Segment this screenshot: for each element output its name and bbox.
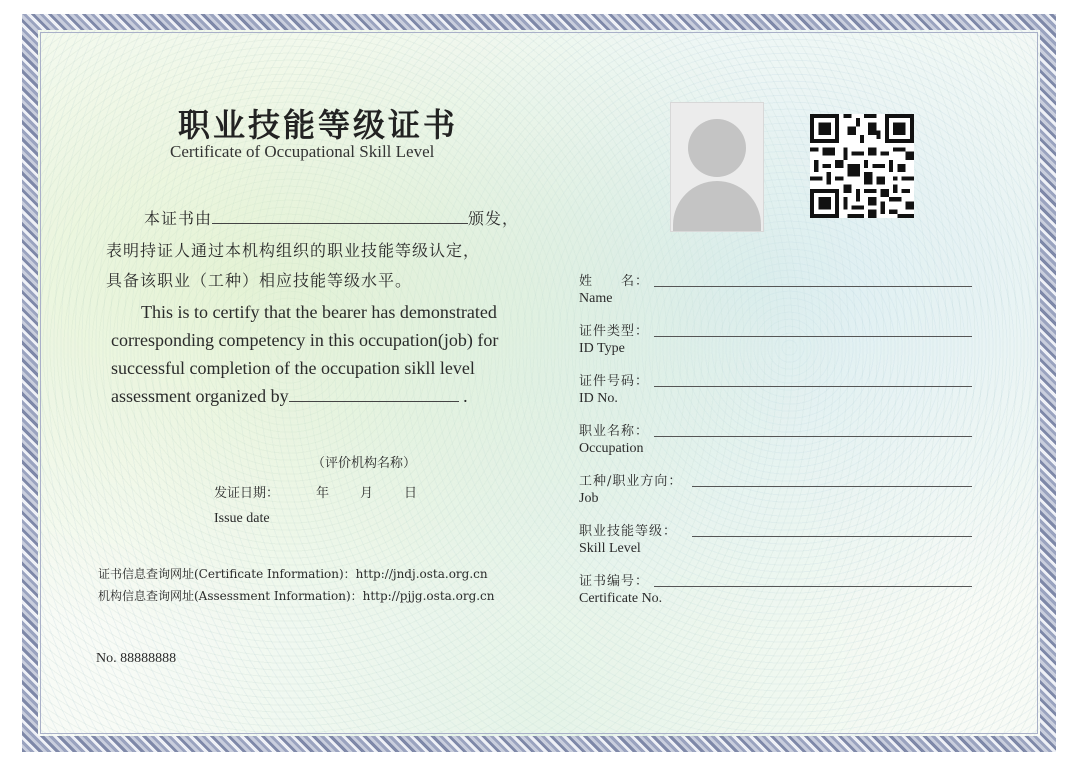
field-fill-line: [692, 536, 972, 537]
intro-en-line4: [111, 382, 551, 410]
field-label-en: ID No.: [579, 391, 618, 406]
field-label-zh: 证件类型：: [579, 324, 650, 339]
field-label-zh: 证件号码：: [579, 374, 650, 389]
field-label-zh: 职业技能等级：: [579, 524, 678, 539]
person-silhouette-icon: [688, 119, 746, 177]
field-fill-line: [692, 486, 972, 487]
qr-code-icon: [810, 114, 914, 218]
field-fill-line: [654, 436, 972, 437]
issuer-blank: [212, 223, 468, 224]
intro-zh-line2: 表明持证人通过本机构组织的职业技能等级认定，: [106, 241, 481, 260]
issue-date-year: 年: [316, 486, 330, 501]
person-body-shape: [673, 181, 761, 232]
organizer-blank: [289, 401, 459, 402]
field-label-zh: 工种/职业方向：: [579, 474, 683, 489]
intro-zh-line1-start: 本证书由: [144, 209, 213, 228]
field-label-en: Job: [579, 491, 599, 506]
field-label-en: Skill Level: [579, 541, 641, 556]
field-label-zh: 证书编号：: [579, 574, 650, 589]
field-fill-line: [654, 286, 972, 287]
title-english: Certificate of Occupational Skill Level: [170, 142, 435, 161]
field-label-en: ID Type: [579, 341, 625, 356]
intro-zh-line1-end: 颁发，: [468, 209, 520, 228]
intro-english: [111, 298, 551, 410]
org-name-hint: （评价机构名称）: [312, 456, 417, 471]
intro-en-line2: corresponding competency in this occupation(job) for: [111, 330, 499, 350]
field-label-en: Occupation: [579, 441, 644, 456]
issue-date-month: 月: [360, 486, 374, 501]
photo-placeholder: [670, 102, 764, 232]
intro-zh-line1: [144, 206, 519, 229]
intro-en-line4-start: assessment organized by: [111, 386, 289, 406]
intro-zh-line3: 具备该职业（工种）相应技能等级水平。: [106, 271, 413, 290]
field-label-zh: 姓 名：: [579, 274, 650, 289]
serial-number: No. 88888888: [96, 651, 177, 666]
field-fill-line: [654, 336, 972, 337]
field-label-en: Certificate No.: [579, 591, 663, 606]
cert-info-link: 证书信息查询网址(Certificate Information)：http://jndj.osta.org.cn: [98, 567, 488, 581]
intro-en-line3: successful completion of the occupation sikll level: [111, 358, 475, 378]
issue-date-label-zh: 发证日期：: [214, 486, 280, 501]
field-label-en: Name: [579, 291, 613, 306]
assessment-info-link: 机构信息查询网址(Assessment Information)：http://pjjg.osta.org.cn: [98, 589, 495, 603]
field-fill-line: [654, 586, 972, 587]
intro-en-line1: This is to certify that the bearer has demonstrated: [141, 302, 497, 322]
field-fill-line: [654, 386, 972, 387]
intro-en-line4-end: .: [463, 386, 468, 406]
issue-date-label-en: Issue date: [214, 511, 270, 526]
field-label-zh: 职业名称：: [579, 424, 650, 439]
issue-date-day: 日: [404, 486, 418, 501]
title-chinese: 职业技能等级证书: [178, 106, 459, 144]
